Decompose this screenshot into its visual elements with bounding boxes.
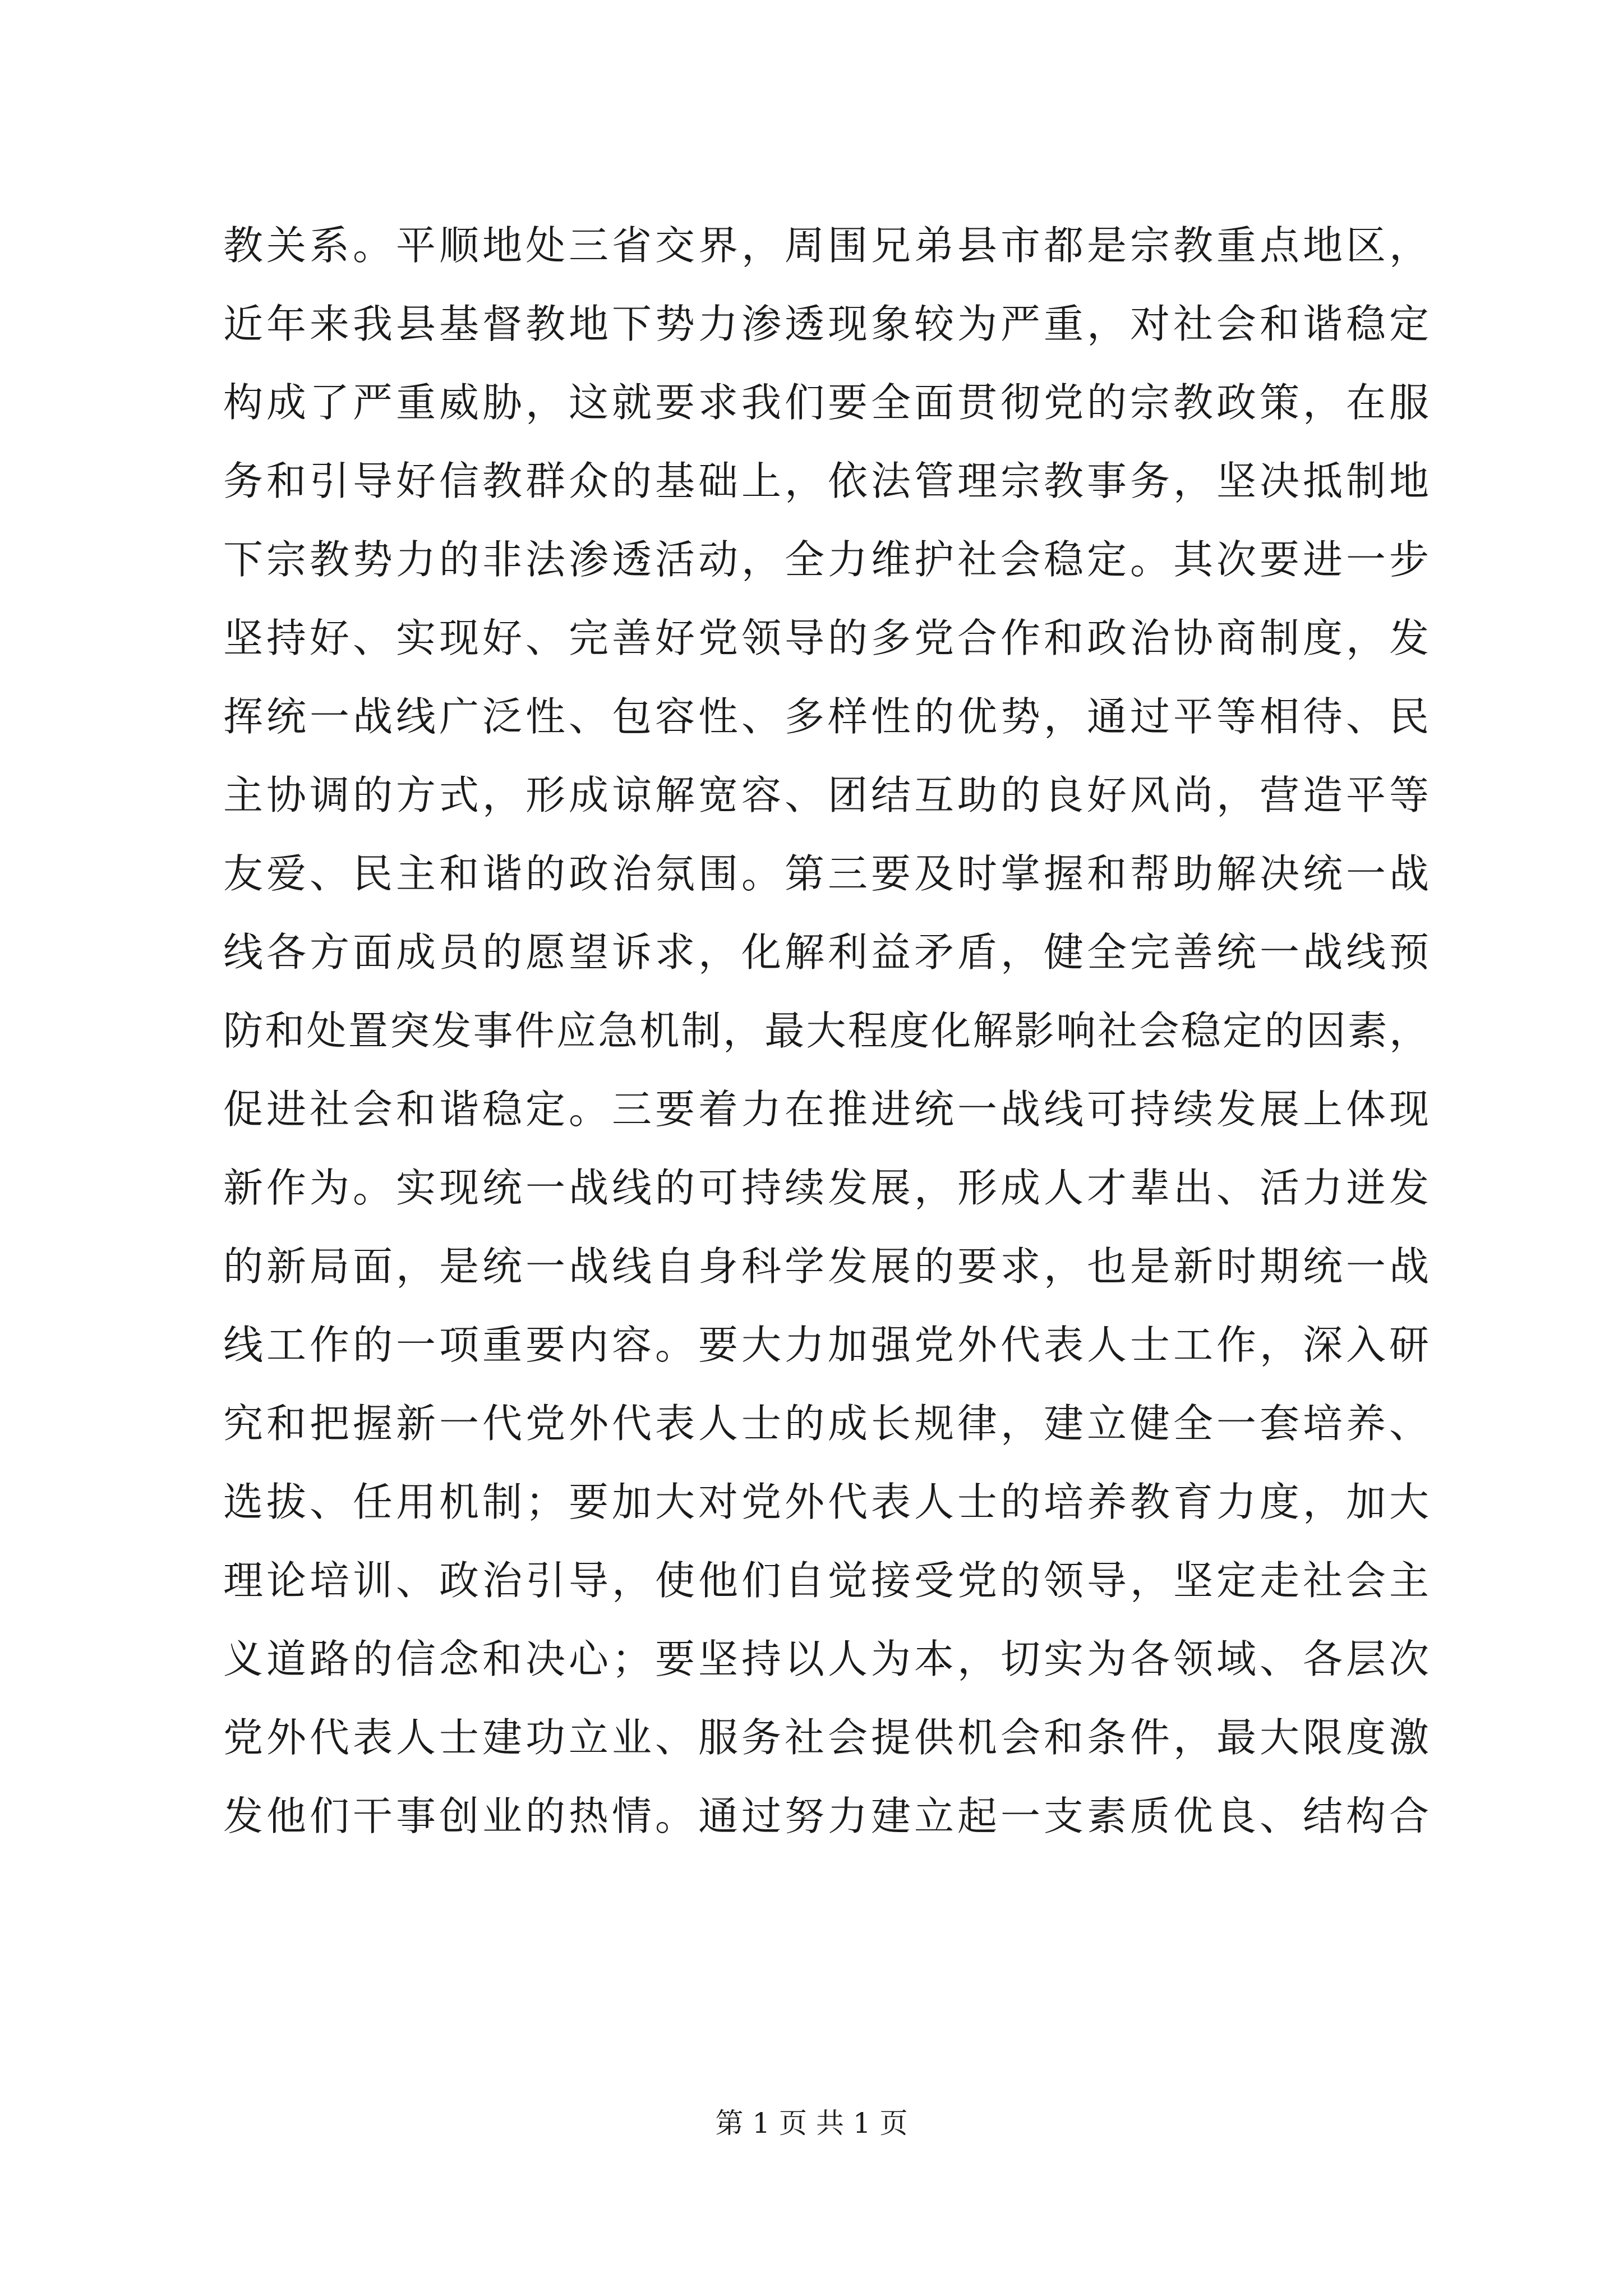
text-line: 防和处置突发事件应急机制，最大程度化解影响社会稳定的因素，	[223, 1007, 1429, 1054]
text-line: 线工作的一项重要内容。要大力加强党外代表人士工作，深入研	[223, 1322, 1429, 1368]
text-line: 下宗教势力的非法渗透活动，全力维护社会稳定。其次要进一步	[223, 536, 1429, 583]
text-line: 选拔、任用机制；要加大对党外代表人士的培养教育力度，加大	[223, 1479, 1429, 1525]
text-line: 义道路的信念和决心；要坚持以人为本，切实为各领域、各层次	[223, 1636, 1429, 1682]
text-line: 友爱、民主和谐的政治氛围。第三要及时掌握和帮助解决统一战	[223, 850, 1429, 897]
text-line: 构成了严重威胁，这就要求我们要全面贯彻党的宗教政策，在服	[223, 379, 1429, 426]
text-line: 新作为。实现统一战线的可持续发展，形成人才辈出、活力迸发	[223, 1165, 1429, 1211]
text-line: 近年来我县基督教地下势力渗透现象较为严重，对社会和谐稳定	[223, 301, 1429, 347]
text-line: 的新局面，是统一战线自身科学发展的要求，也是新时期统一战	[223, 1243, 1429, 1290]
text-line: 挥统一战线广泛性、包容性、多样性的优势，通过平等相待、民	[223, 693, 1429, 740]
text-line: 务和引导好信教群众的基础上，依法管理宗教事务，坚决抵制地	[223, 458, 1429, 504]
body-text	[223, 206, 1429, 1856]
text-line: 教关系。平顺地处三省交界，周围兄弟县市都是宗教重点地区，	[223, 222, 1429, 269]
text-line: 党外代表人士建功立业、服务社会提供机会和条件，最大限度激	[223, 1714, 1429, 1761]
text-line: 理论培训、政治引导，使他们自觉接受党的领导，坚定走社会主	[223, 1557, 1429, 1604]
text-line: 促进社会和谐稳定。三要着力在推进统一战线可持续发展上体现	[223, 1086, 1429, 1133]
text-line: 线各方面成员的愿望诉求，化解利益矛盾，健全完善统一战线预	[223, 929, 1429, 976]
text-line: 坚持好、实现好、完善好党领导的多党合作和政治协商制度，发	[223, 615, 1429, 661]
page-footer: 第 1 页 共 1 页	[715, 2107, 908, 2139]
text-line: 主协调的方式，形成谅解宽容、团结互助的良好风尚，营造平等	[223, 772, 1429, 818]
text-line: 发他们干事创业的热情。通过努力建立起一支素质优良、结构合	[223, 1793, 1429, 1839]
text-line: 究和把握新一代党外代表人士的成长规律，建立健全一套培养、	[223, 1400, 1429, 1447]
